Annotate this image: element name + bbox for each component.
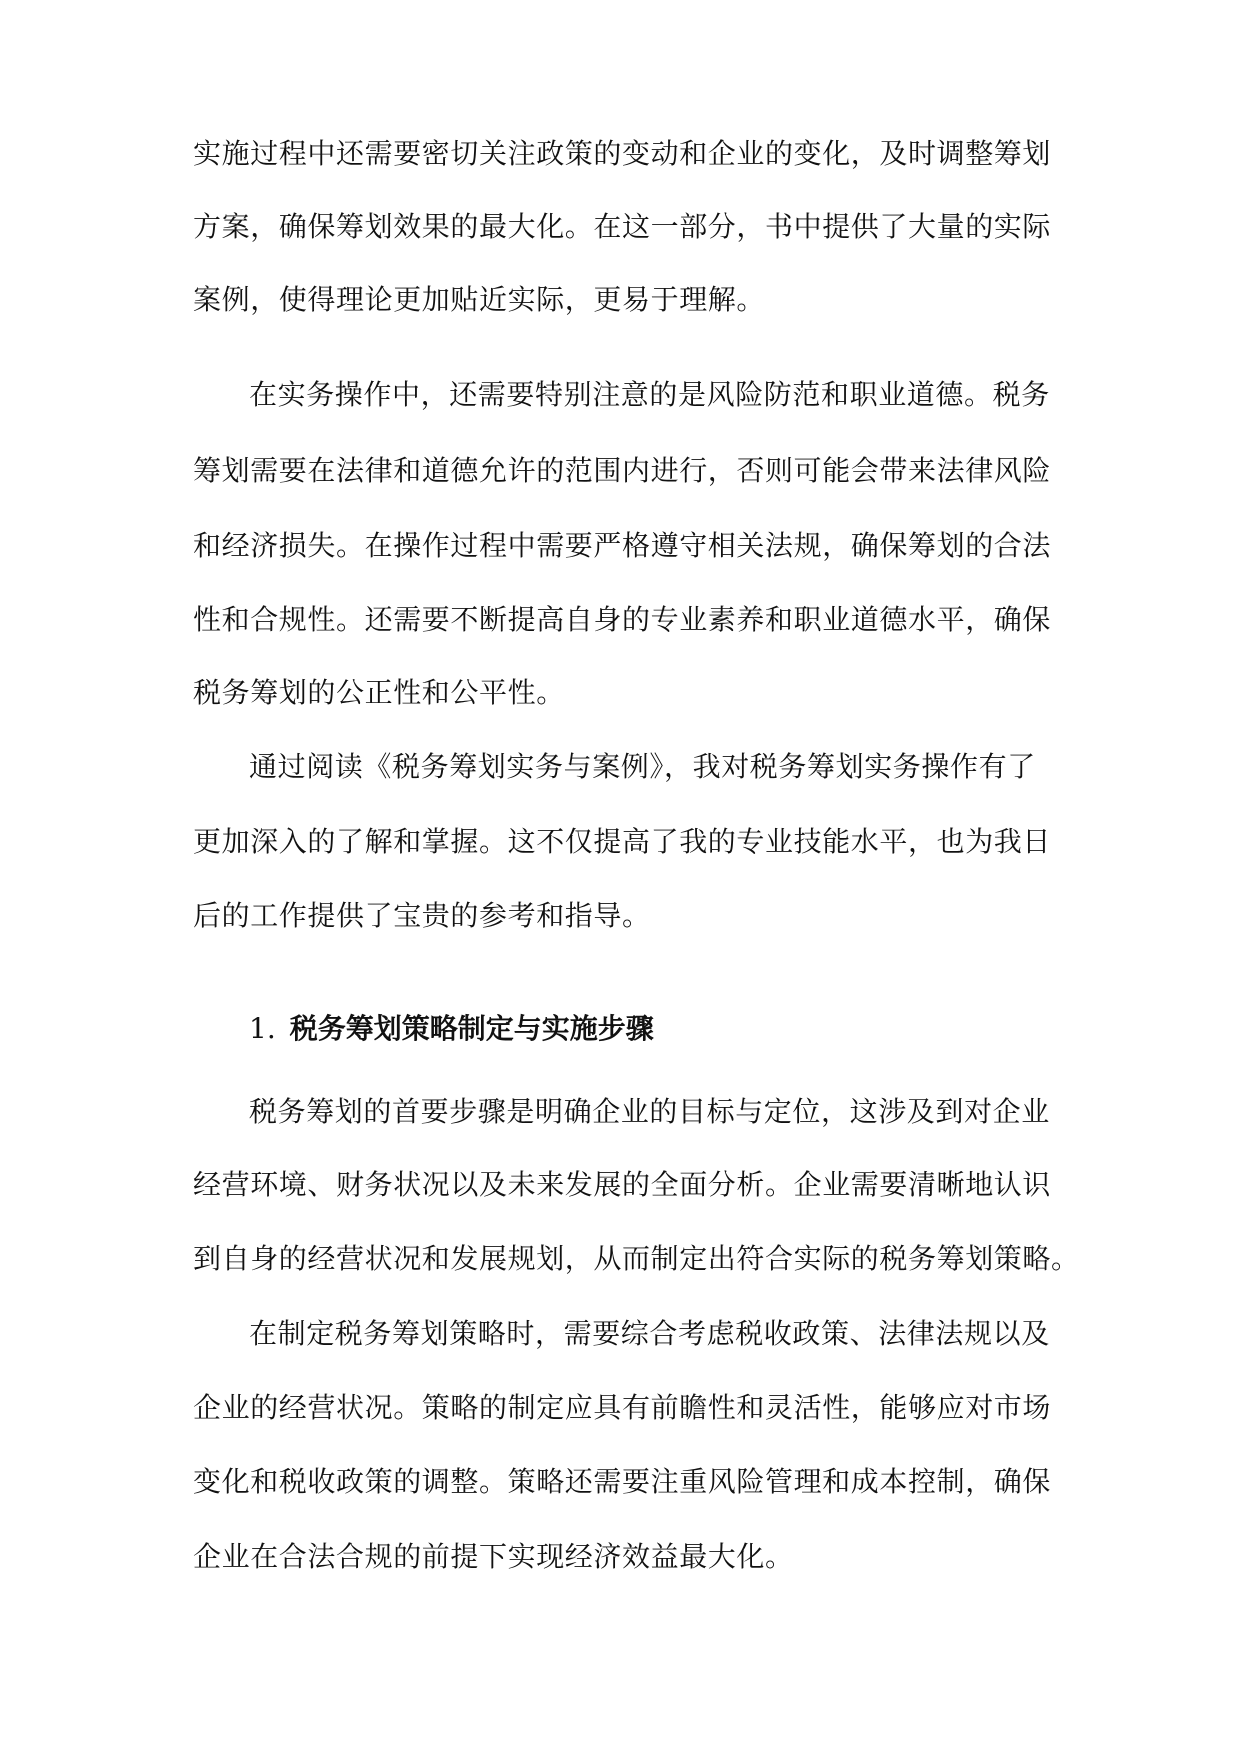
- paragraph-1-line-1: 实施过程中还需要密切关注政策的变动和企业的变化，及时调整筹划: [193, 137, 1052, 170]
- paragraph-3-line-1: 通过阅读《税务筹划实务与案例》，我对税务筹划实务操作有了: [249, 750, 1036, 783]
- section-paragraph-2-line-4: 企业在合法合规的前提下实现经济效益最大化。: [193, 1540, 794, 1573]
- section-paragraph-2-line-2: 企业的经营状况。策略的制定应具有前瞻性和灵活性，能够应对市场: [193, 1391, 1052, 1424]
- section-heading: [249, 1009, 1053, 1049]
- paragraph-1-line-3: 案例，使得理论更加贴近实际，更易于理解。: [193, 283, 766, 316]
- section-heading-title: 税务筹划策略制定与实施步骤: [289, 1012, 654, 1045]
- paragraph-2-line-4: 性和合规性。还需要不断提高自身的专业素养和职业道德水平，确保: [193, 603, 1052, 636]
- section-heading-number: 1.: [249, 1012, 276, 1045]
- paragraph-3-line-3: 后的工作提供了宝贵的参考和指导。: [193, 899, 651, 932]
- section-paragraph-2-line-1: 在制定税务筹划策略时，需要综合考虑税收政策、法律法规以及: [249, 1317, 1050, 1350]
- paragraph-1-line-2: 方案，确保筹划效果的最大化。在这一部分，书中提供了大量的实际: [193, 210, 1052, 243]
- section-paragraph-1-line-3: 到自身的经营状况和发展规划，从而制定出符合实际的税务筹划策略。: [193, 1242, 1080, 1275]
- paragraph-2-line-3: 和经济损失。在操作过程中需要严格遵守相关法规，确保筹划的合法: [193, 529, 1052, 562]
- section-paragraph-1-line-1: 税务筹划的首要步骤是明确企业的目标与定位，这涉及到对企业: [249, 1095, 1050, 1128]
- paragraph-3-line-2: 更加深入的了解和掌握。这不仅提高了我的专业技能水平，也为我日: [193, 825, 1052, 858]
- section-paragraph-2-line-3: 变化和税收政策的调整。策略还需要注重风险管理和成本控制，确保: [193, 1465, 1052, 1498]
- paragraph-2-line-1: 在实务操作中，还需要特别注意的是风险防范和职业道德。税务: [249, 378, 1050, 411]
- section-paragraph-1-line-2: 经营环境、财务状况以及未来发展的全面分析。企业需要清晰地认识: [193, 1168, 1052, 1201]
- paragraph-2-line-5: 税务筹划的公正性和公平性。: [193, 676, 565, 709]
- paragraph-2-line-2: 筹划需要在法律和道德允许的范围内进行，否则可能会带来法律风险: [193, 454, 1052, 487]
